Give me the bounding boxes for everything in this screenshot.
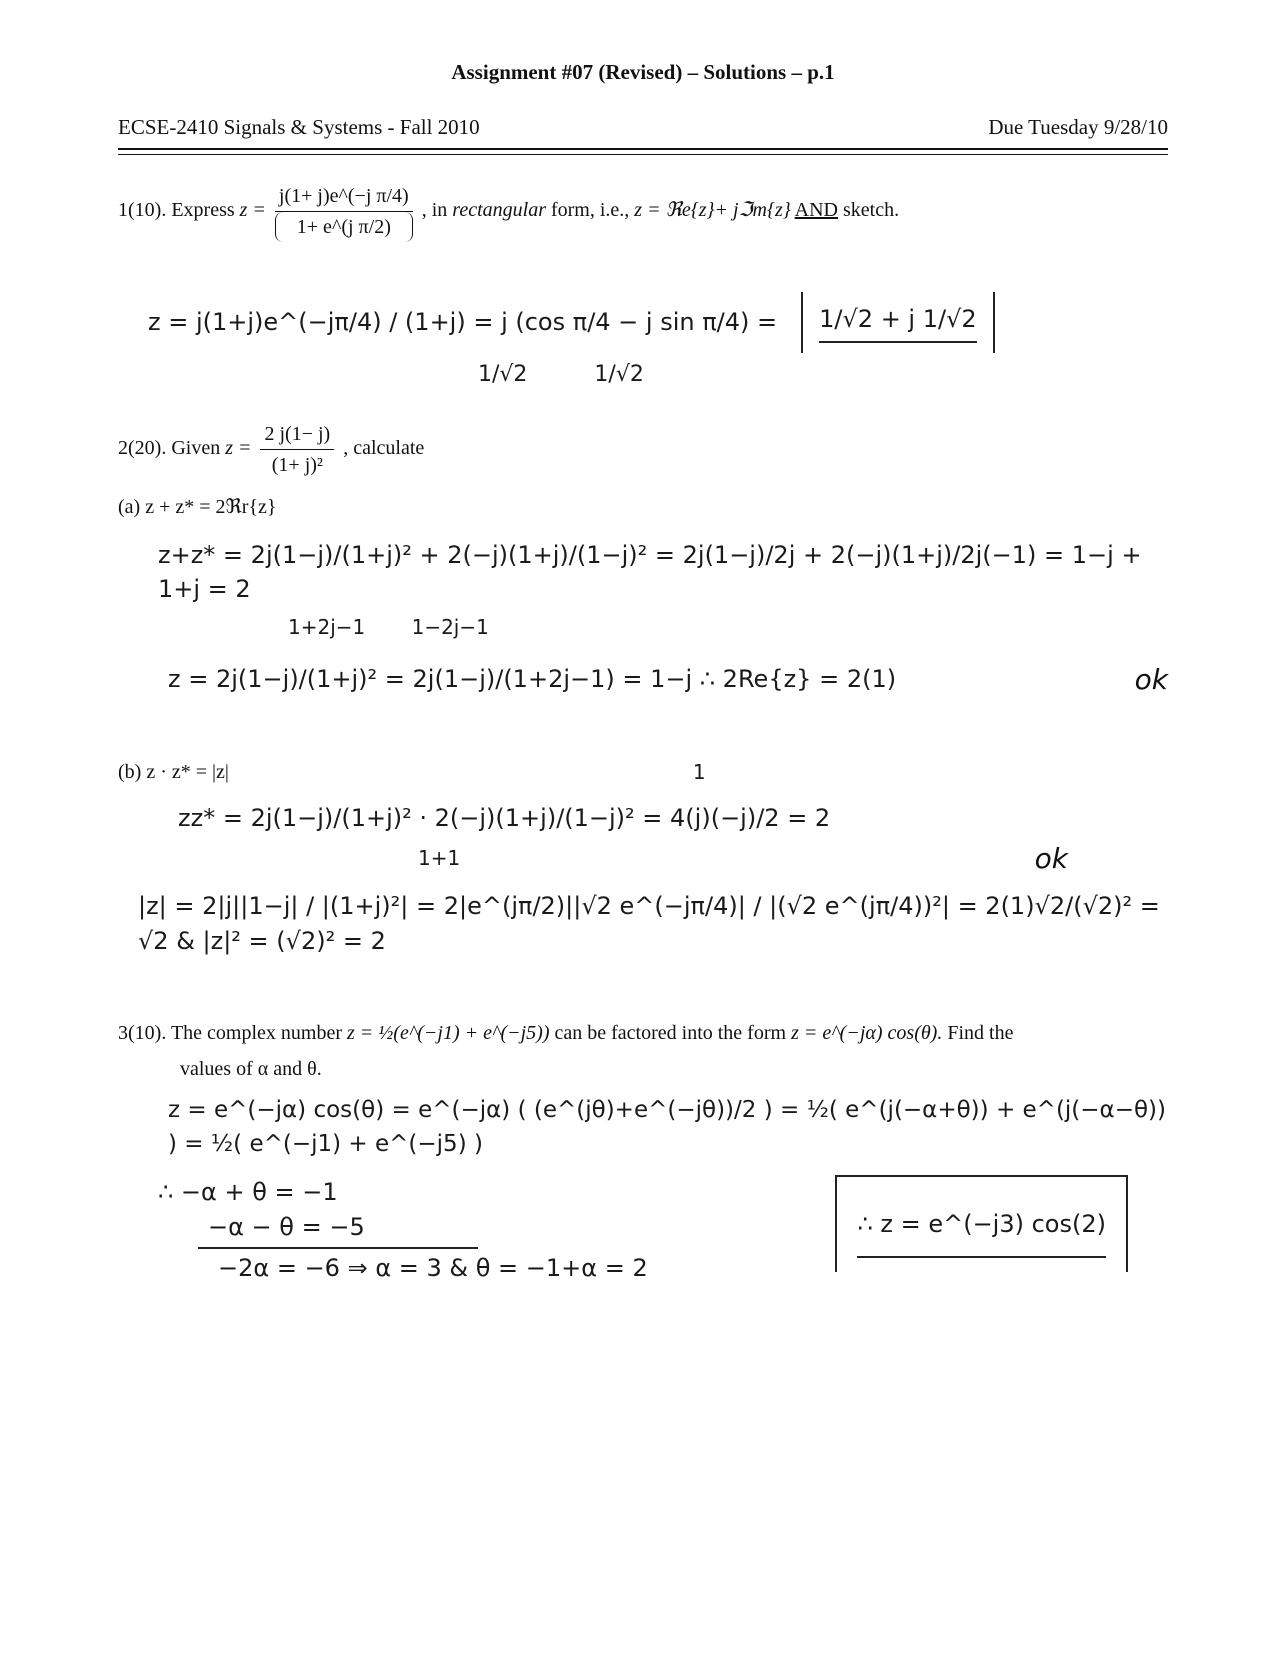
problem-3-answer: ∴ z = e^(−j3) cos(2) <box>857 1210 1106 1239</box>
due-date: Due Tuesday 9/28/10 <box>988 115 1168 139</box>
problem-3-statement-cont: values of α and θ. <box>180 1058 322 1081</box>
problem-1-work: z = j(1+j)e^(−jπ/4) / (1+j) = j (cos π/4 − j sin π/4) = <box>148 308 778 336</box>
problem-3-answer-box <box>835 1175 1128 1272</box>
problem-2a-statement: (a) z + z* = 2ℜr{z} <box>118 495 277 518</box>
problem-2b-statement: (b) z · z* = |z| <box>118 761 229 784</box>
problem-1-work-note: 1/√2 1/√2 <box>478 361 644 387</box>
course-name: ECSE-2410 Signals & Systems - Fall 2010 <box>118 115 480 139</box>
problem-2b-work-2: 1+1 <box>418 845 461 870</box>
answer-underline <box>819 341 977 343</box>
problem-3-work-2: ∴ −α + θ = −1 <box>158 1178 338 1207</box>
problem-2b-work-row <box>118 842 1168 875</box>
answer-underline-3 <box>857 1256 1106 1258</box>
grader-mark: 1 <box>692 759 706 784</box>
problem-3-work-3: −α − θ = −5 <box>208 1212 365 1241</box>
problem-2b-header-row <box>118 757 1168 787</box>
problem-2a-work-2: 1+2j−1 1−2j−1 <box>288 615 489 640</box>
problem-1-work-row <box>118 292 1168 353</box>
problem-1-answer: 1/√2 + j 1/√2 <box>819 305 977 333</box>
problem-2a-work-1: z+z* = 2j(1−j)/(1+j)² + 2(−j)(1+j)/(1−j)² = 2j(1−j)/2j + 2(−j)(1+j)/2j(−1) = 1−j + 1+j = 2 <box>158 540 1142 604</box>
problem-1-statement: 1(10). Express z = $\frac{\text{j(1+ j)e\textasciicircum{}(−j π/4)}}{\text{1+ e\textasciicircum{}(j π/2)}}$ , in rectangular form, i.e., z = ℜe{z}+ jℑm{z} AND sketch. <box>118 181 1168 242</box>
problem-3-work-row <box>118 1175 1168 1285</box>
problem-3-statement: 3(10). The complex number z = ½(e^(−j1) + e^(−j5)) can be factored into the form z = e^(−jα) cos(θ). Find the <box>118 1022 1014 1045</box>
problem-3-work-1: z = e^(−jα) cos(θ) = e^(−jα) ( (e^(jθ)+e^(−jθ))/2 ) = ½( e^(j(−α+θ)) + e^(j(−α−θ)) ) = ½( e^(−j1) + e^(−j5) ) <box>168 1097 1167 1157</box>
problem-2b-work-3: |z| = 2|j||1−j| / |(1+j)²| = 2|e^(jπ/2)||√2 e^(−jπ/4)| / |(√2 e^(jπ/4))²| = 2(1)√2/(√2)² = √2 & |z|² = (√2)² = 2 <box>138 891 1160 955</box>
problem-2a-work-row <box>118 662 1168 697</box>
problem-2b-work-1: zz* = 2j(1−j)/(1+j)² · 2(−j)(1+j)/(1−j)² = 4(j)(−j)/2 = 2 <box>178 804 831 833</box>
problem-2-statement: 2(20). Given z = $\frac{2 j(1- j)}{\text{(1+ j)²}}$ , calculate <box>118 419 1168 480</box>
problem-1-answer-box <box>801 292 995 353</box>
page-header <box>118 115 1168 140</box>
problem-3-derivation <box>158 1175 648 1285</box>
sum-line <box>198 1247 478 1249</box>
problem-3-work-4: −2α = −6 ⇒ α = 3 & θ = −1+α = 2 <box>218 1253 648 1282</box>
page-title: Assignment #07 (Revised) – Solutions – p.1 <box>451 60 835 84</box>
problem-2a-work-3: z = 2j(1−j)/(1+j)² = 2j(1−j)/(1+2j−1) = 1−j ∴ 2Re{z} = 2(1) <box>168 665 897 694</box>
header-rule-thin <box>118 154 1168 155</box>
grader-note-ok: ok <box>1134 663 1168 697</box>
grader-note-ok-2: ok <box>1034 841 1068 875</box>
header-rule <box>118 148 1168 150</box>
